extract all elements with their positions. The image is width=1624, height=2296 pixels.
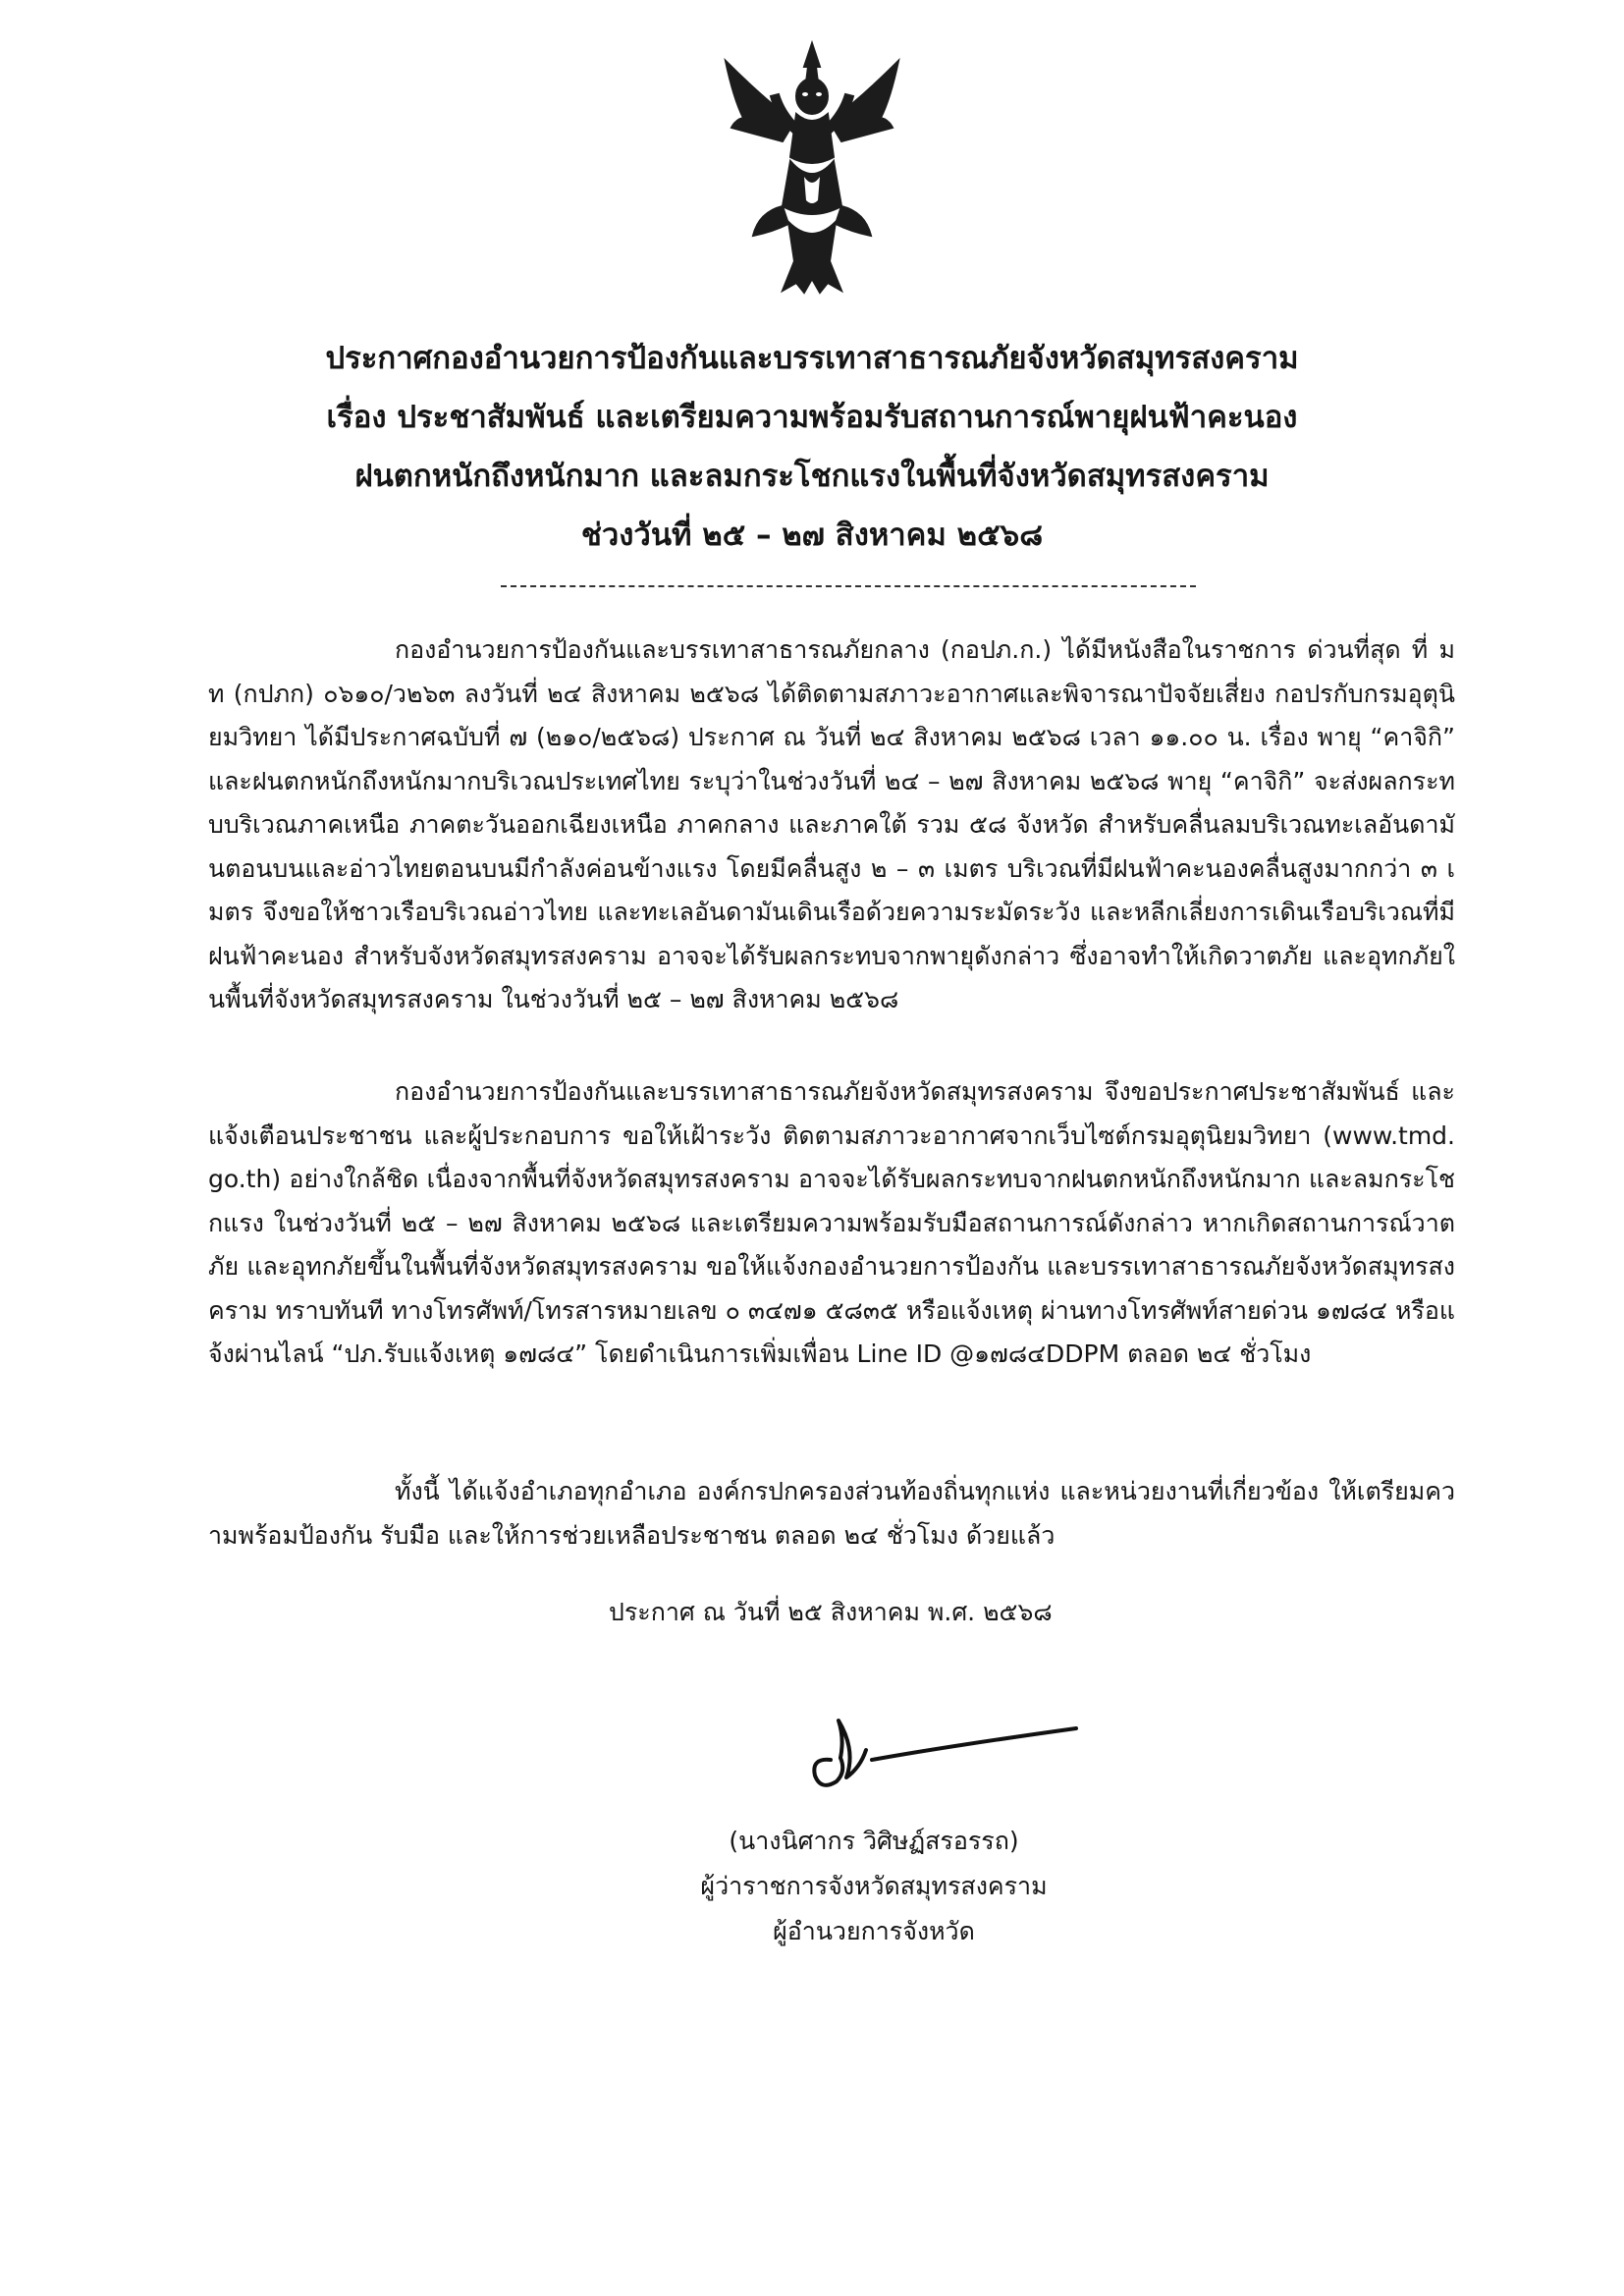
body-paragraph-1	[208, 629, 1455, 1022]
signatory-name: (นางนิศากร วิศิษฏ์สรอรรถ)	[729, 1827, 1019, 1855]
garuda-emblem-icon	[714, 39, 910, 295]
paragraph-text: กองอำนวยการป้องกันและบรรเทาสาธารณภัยจังหวัดสมุทรสงคราม จึงขอประกาศประชาสัมพันธ์ และแจ้งเตือนประชาชน และผู้ประกอบการ ขอให้เฝ้าระวัง ติดตามสภาวะอากาศจากเว็บไซต์กรมอุตุนิยมวิทยา (www.tmd.go.th) อย่างใกล้ชิด เนื่องจากพื้นที่จังหวัดสมุทรสงคราม อาจจะได้รับผลกระทบจากฝนตกหนักถึงหนักมาก และลมกระโชกแรง ในช่วงวันที่ ๒๕ – ๒๗ สิงหาคม ๒๕๖๘ และเตรียมความพร้อมรับมือสถานการณ์ดังกล่าว หากเกิดสถานการณ์วาตภัย และอุทกภัยขึ้นในพื้นที่จังหวัดสมุทรสงคราม ขอให้แจ้งกองอำนวยการป้องกัน และบรรเทาสาธารณภัยจังหวัดสมุทรสงคราม ทราบทันที ทางโทรศัพท์/โทรสารหมายเลข ๐ ๓๔๗๑ ๕๘๓๕ หรือแจ้งเหตุ ผ่านทางโทรศัพท์สายด่วน ๑๗๘๔ หรือแจ้งผ่านไลน์ “ปภ.รับแจ้งเหตุ ๑๗๘๔” โดยดำเนินการเพิ่มเพื่อน Line ID @๑๗๘๔DDPM ตลอด ๒๔ ชั่วโมง	[208, 1077, 1455, 1368]
signatory-role: ผู้อำนวยการจังหวัด	[773, 1917, 975, 1945]
signatory-block	[648, 1819, 1100, 1954]
title-line-period: ช่วงวันที่ ๒๕ – ๒๗ สิงหาคม ๒๕๖๘	[580, 518, 1044, 553]
signatory-position: ผู้ว่าราชการจังหวัดสมุทรสงคราม	[700, 1872, 1048, 1900]
announcement-dateline: ประกาศ ณ วันที่ ๒๕ สิงหาคม พ.ศ. ๒๕๖๘	[609, 1598, 1053, 1626]
body-paragraph-3	[208, 1470, 1455, 1558]
handwritten-signature-icon	[801, 1699, 1086, 1807]
paragraph-text: กองอำนวยการป้องกันและบรรเทาสาธารณภัยกลาง (กอปภ.ก.) ได้มีหนังสือในราชการ ด่วนที่สุด ที่ มท (กปภก) ๐๖๑๐/ว๒๖๓ ลงวันที่ ๒๔ สิงหาคม ๒๕๖๘ ได้ติดตามสภาวะอากาศและพิจารณาปัจจัยเสี่ยง กอปรกับกรมอุตุนิยมวิทยา ได้มีประกาศฉบับที่ ๗ (๒๑๐/๒๕๖๘) ประกาศ ณ วันที่ ๒๔ สิงหาคม ๒๕๖๘ เวลา ๑๑.๐๐ น. เรื่อง พายุ “คาจิกิ” และฝนตกหนักถึงหนักมากบริเวณประเทศไทย ระบุว่าในช่วงวันที่ ๒๔ – ๒๗ สิงหาคม ๒๕๖๘ พายุ “คาจิกิ” จะส่งผลกระทบบริเวณภาคเหนือ ภาคตะวันออกเฉียงเหนือ ภาคกลาง และภาคใต้ รวม ๕๘ จังหวัด สำหรับคลื่นลมบริเวณทะเลอันดามันตอนบนและอ่าวไทยตอนบนมีกำลังค่อนข้างแรง โดยมีคลื่นสูง ๒ – ๓ เมตร บริเวณที่มีฝนฟ้าคะนองคลื่นสูงมากกว่า ๓ เมตร จึงขอให้ชาวเรือบริเวณอ่าวไทย และทะเลอันดามันเดินเรือด้วยความระมัดระวัง และหลีกเลี่ยงการเดินเรือบริเวณที่มีฝนฟ้าคะนอง สำหรับจังหวัดสมุทรสงคราม อาจจะได้รับผลกระทบจากพายุดังกล่าว ซึ่งอาจทำให้เกิดวาตภัย และอุทกภัยในพื้นที่จังหวัดสมุทรสงคราม ในช่วงวันที่ ๒๕ – ๒๗ สิงหาคม ๒๕๖๘	[208, 635, 1455, 1013]
title-separator	[501, 585, 1196, 587]
body-paragraph-2	[208, 1070, 1455, 1377]
title-line-subject: เรื่อง ประชาสัมพันธ์ และเตรียมความพร้อมรับสถานการณ์พายุฝนฟ้าคะนอง	[326, 400, 1298, 435]
title-line-subject-cont: ฝนตกหนักถึงหนักมาก และลมกระโชกแรงในพื้นที่จังหวัดสมุทรสงคราม	[354, 459, 1270, 494]
announcement-title	[177, 329, 1447, 565]
title-line-issuer: ประกาศกองอำนวยการป้องกันและบรรเทาสาธารณภัยจังหวัดสมุทรสงคราม	[325, 341, 1299, 376]
paragraph-text: ทั้งนี้ ได้แจ้งอำเภอทุกอำเภอ องค์กรปกครองส่วนท้องถิ่นทุกแห่ง และหน่วยงานที่เกี่ยวข้อง ให้เตรียมความพร้อมป้องกัน รับมือ และให้การช่วยเหลือประชาชน ตลอด ๒๔ ชั่วโมง ด้วยแล้ว	[208, 1477, 1455, 1550]
